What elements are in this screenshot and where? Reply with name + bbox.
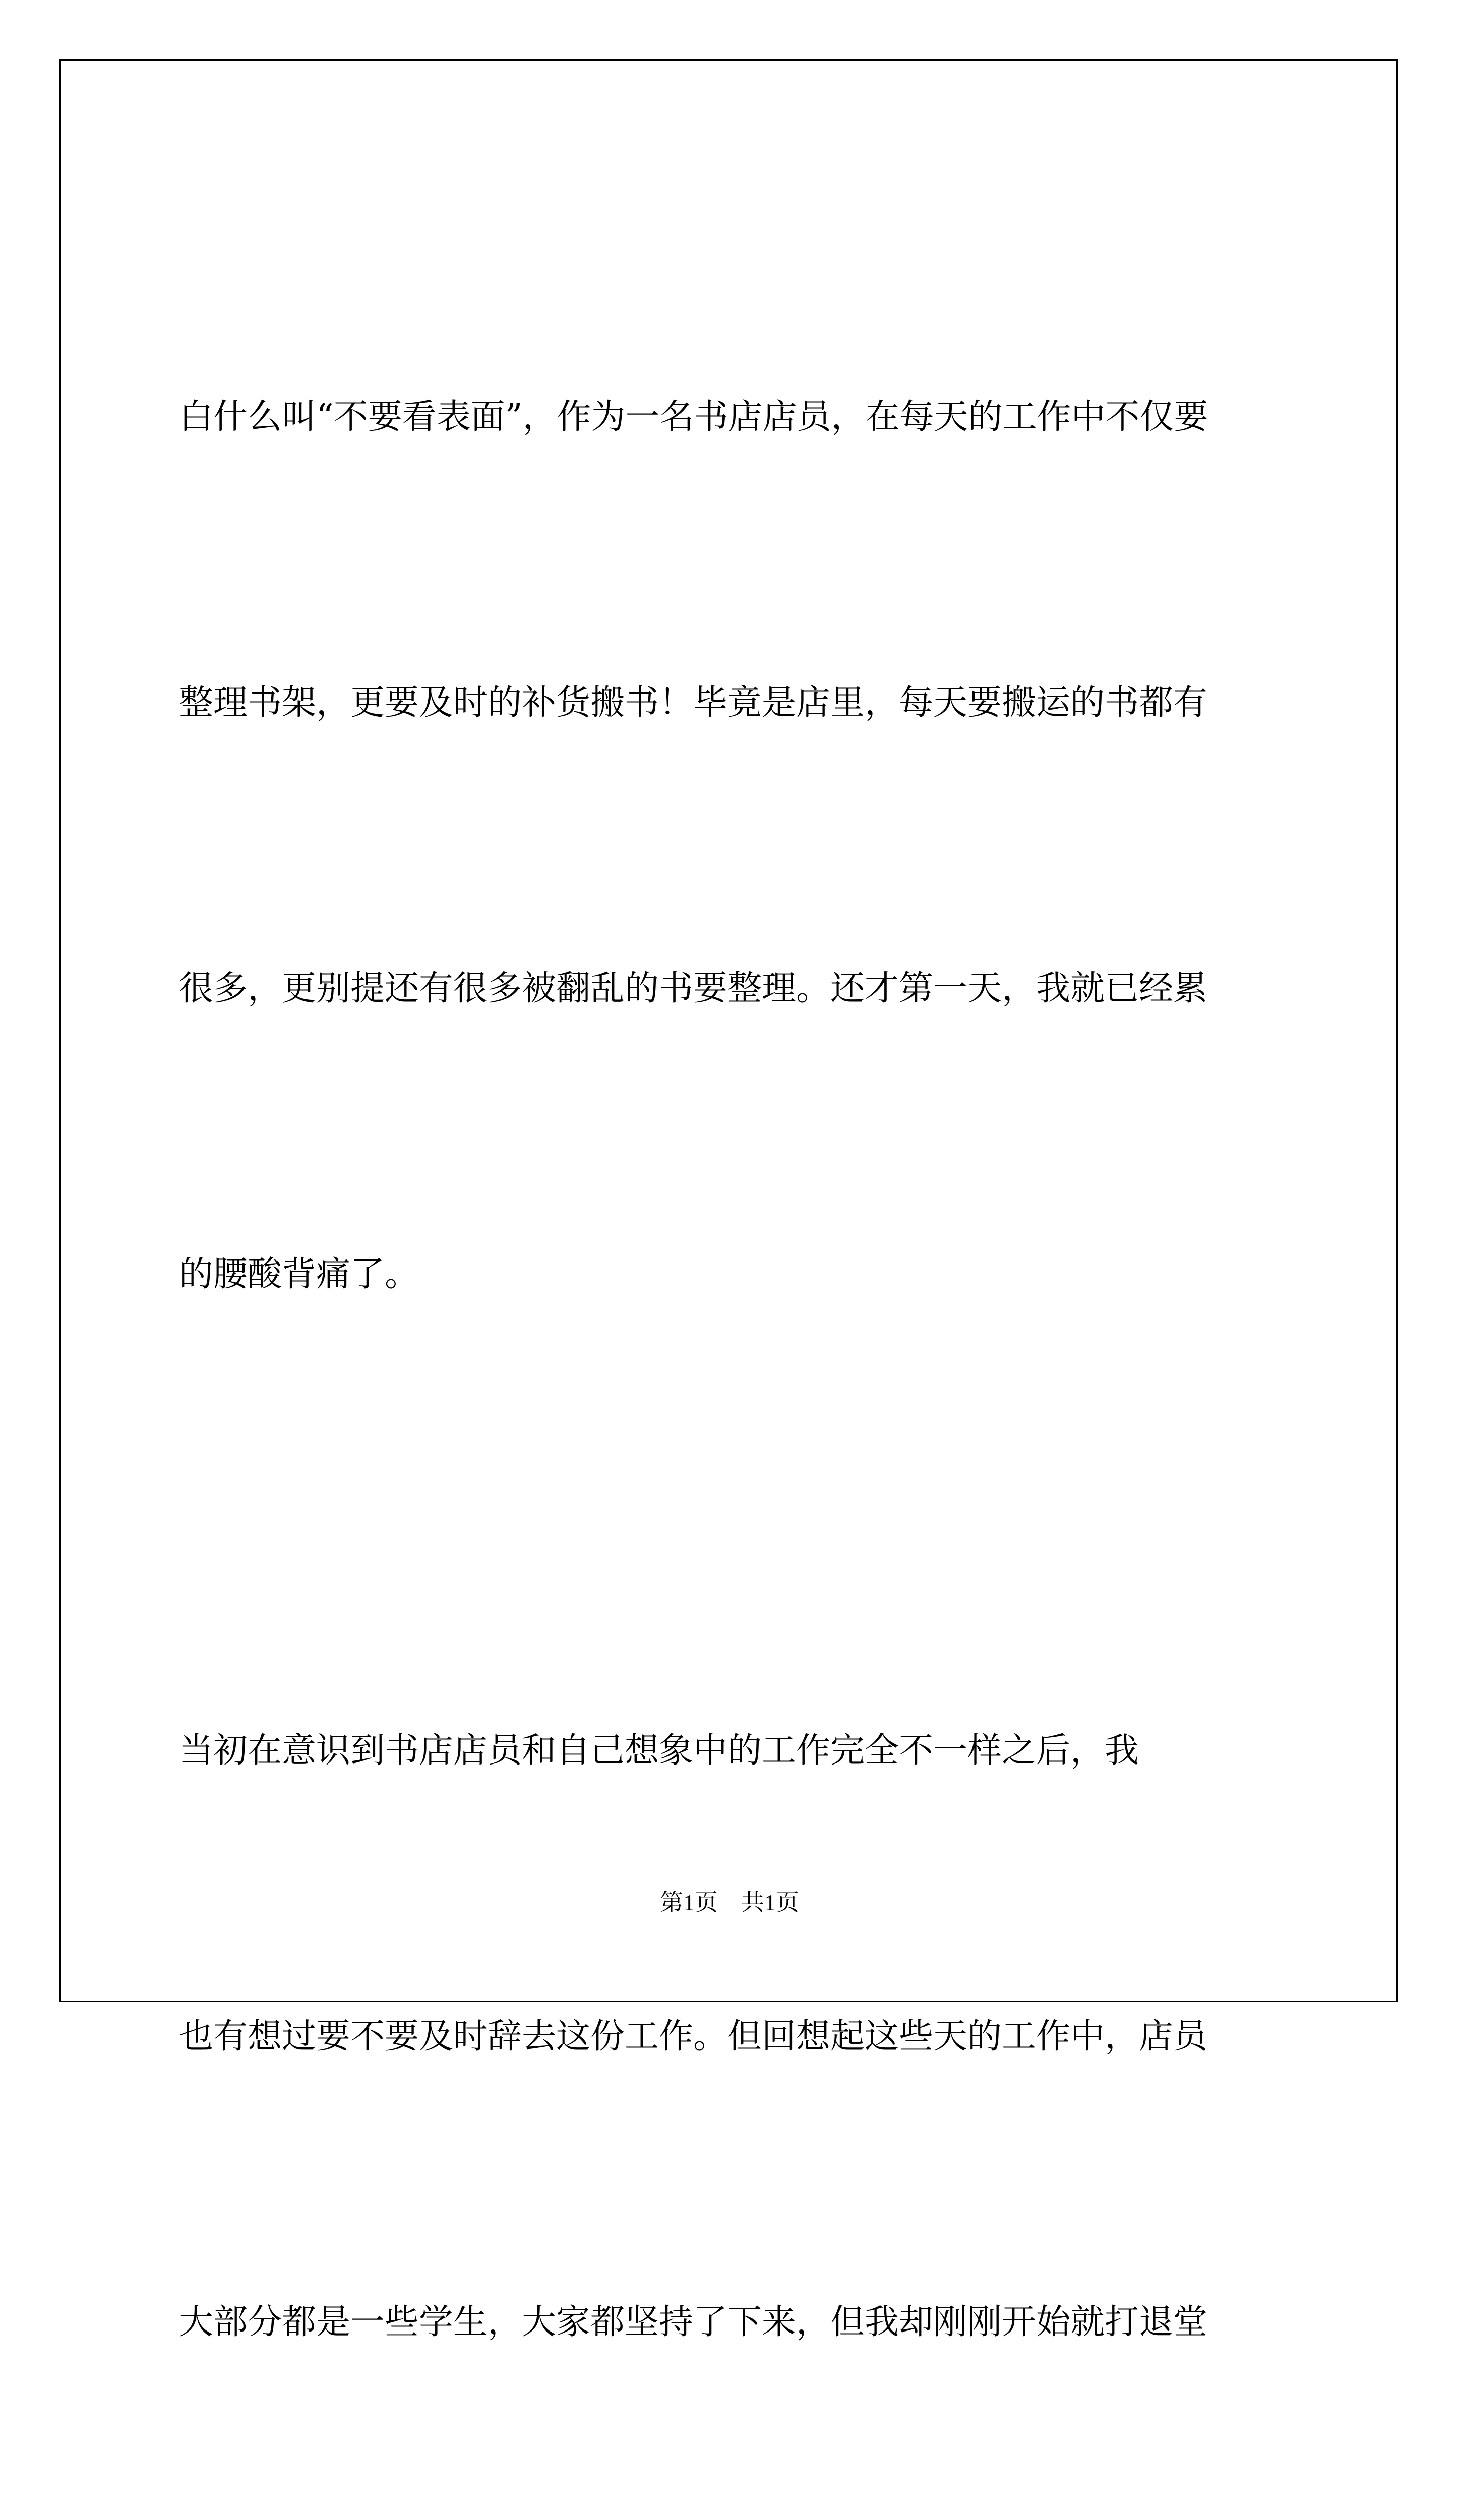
text-line: 白什么叫“不要看表面”，作为一名书店店员，在每天的工作中不仅要 xyxy=(179,397,1208,437)
text-line: 大部分都是一些学生，大家都坚持了下来，但我却刚刚开始就打退堂 xyxy=(179,2302,1208,2342)
page-number-label: 第1页 共1页 xyxy=(660,1889,799,1915)
text-line: 的腰酸背痛了。 xyxy=(179,1254,419,1294)
text-line: 也有想过要不要及时辞去这份工作。但回想起这些天的工作中，店员 xyxy=(179,2017,1208,2056)
document-body xyxy=(179,179,1283,2520)
paragraph xyxy=(179,179,1283,1513)
text-line: 整理书架，更要及时的补货搬书！毕竟是店里，每天要搬运的书都有 xyxy=(179,683,1208,723)
text-line: 当初在意识到书店店员和自己想象中的工作完全不一样之后，我 xyxy=(179,1731,1139,1771)
text-line: 很多，更别提还有很多被翻乱的书要整理。还才第一天，我就已经累 xyxy=(179,969,1208,1009)
page-footer xyxy=(0,1887,1459,1918)
paragraph xyxy=(179,1513,1283,2520)
